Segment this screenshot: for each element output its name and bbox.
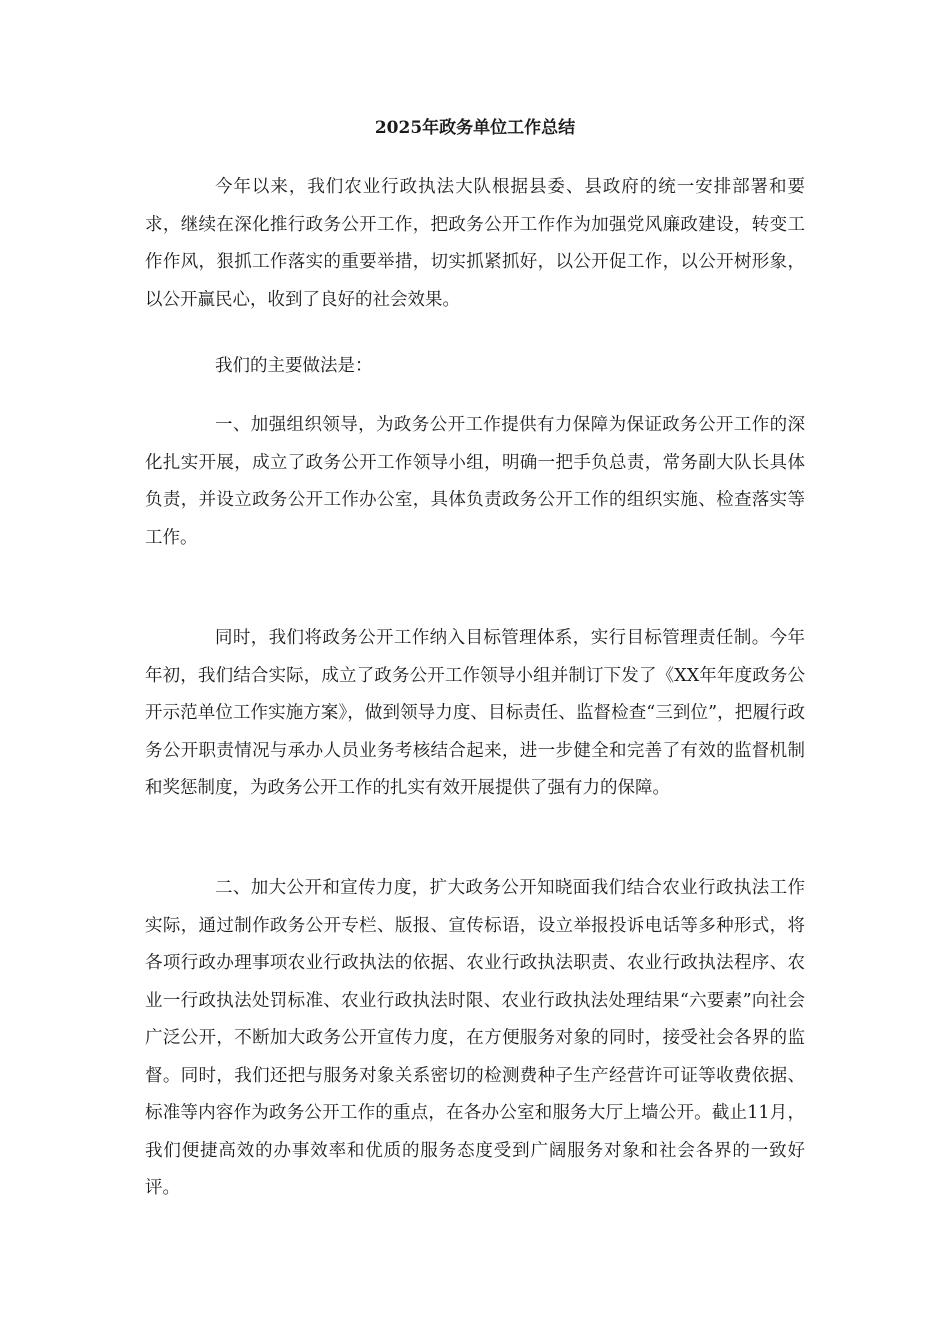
paragraph-intro: 今年以来，我们农业行政执法大队根据县委、县政府的统一安排部署和要求，继续在深化推行政务公开工作，把政务公开工作作为加强党风廉政建设，转变工作作风，狠抓工作落实的重要举措，切实抓紧抓好，以公开促工作，以公开树形象，以公开赢民心，收到了良好的社会效果。 [145,177,805,310]
paragraph-main-methods: 我们的主要做法是： [215,356,373,376]
paragraph-section-two: 二、加大公开和宣传力度，扩大政务公开知晓面我们结合农业行政执法工作实际，通过制作政务公开专栏、版报、宣传标语，设立举报投诉电话等多种形式，将各项行政办理事项农业行政执法的依据、农业行政执法职责、农业行政执法程序、农业一行政执法处罚标准、农业行政执法时限、农业行政执法处理结果“六要素”向社会广泛公开，不断加大政务公开宣传力度，在方便服务对象的同时，接受社会各界的监督。同时，我们还把与服务对象关系密切的检测费种子生产经营许可证等收费依据、标准等内容作为政务公开工作的重点，在各办公室和服务大厅上墙公开。截止11月，我们便捷高效的办事效率和优质的服务态度受到广阔服务对象和社会各界的一致好评。 [145,878,805,1198]
document-title: 2025年政务单位工作总结 [374,118,576,138]
paragraph-section-one-continued: 同时，我们将政务公开工作纳入目标管理体系，实行目标管理责任制。今年年初，我们结合实际，成立了政务公开工作领导小组并制订下发了《XX年年度政务公开示范单位工作实施方案》，做到领导力度、目标责任、监督检查“三到位”，把履行政务公开职责情况与承办人员业务考核结合起来，进一步健全和完善了有效的监督机制和奖惩制度，为政务公开工作的扎实有效开展提供了强有力的保障。 [145,628,805,798]
paragraph-section-one: 一、加强组织领导，为政务公开工作提供有力保障为保证政务公开工作的深化扎实开展，成立了政务公开工作领导小组，明确一把手负总责，常务副大队长具体负责，并设立政务公开工作办公室，具体负责政务公开工作的组织实施、检查落实等工作。 [145,415,805,548]
